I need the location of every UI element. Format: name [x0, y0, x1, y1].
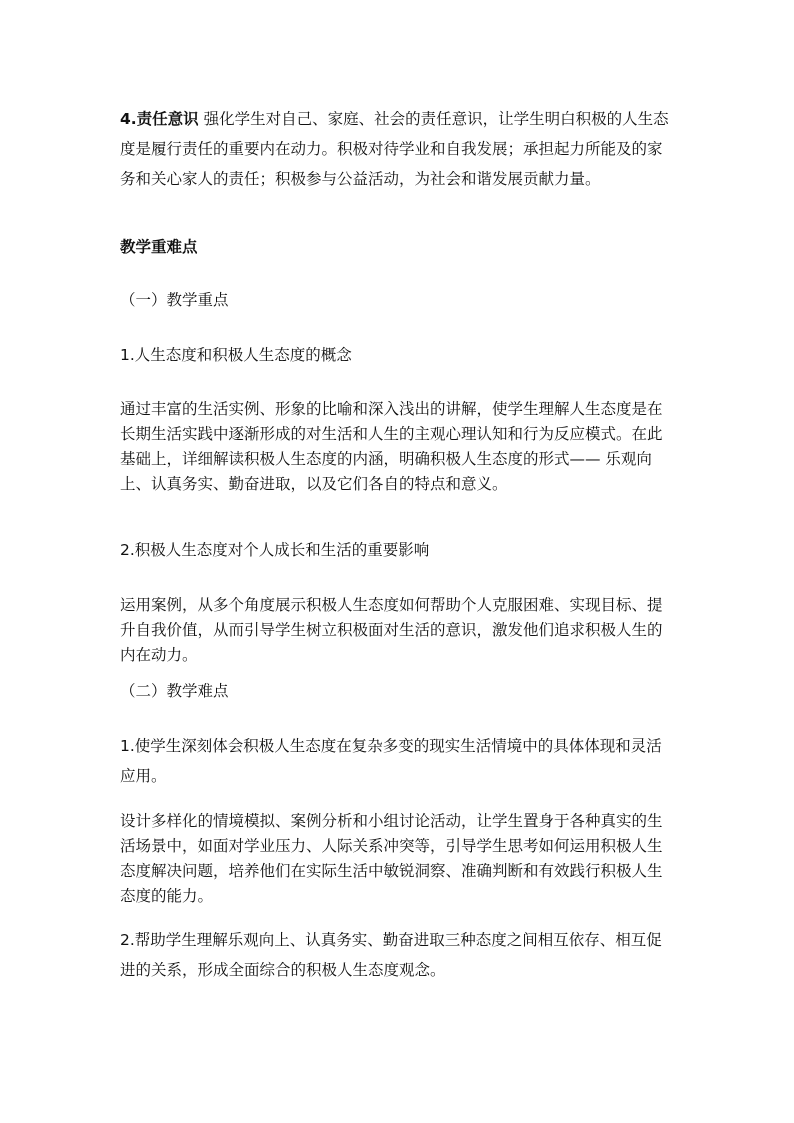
key-point-2-body: 运用案例，从多个角度展示积极人生态度如何帮助个人克服困难、实现目标、提升自我价值，从而引导学生树立积极面对生活的意识，激发他们追求积极人生的内在动力。: [120, 596, 663, 664]
difficult-point-2-title: 2.帮助学生理解乐观向上、认真务实、勤奋进取三种态度之间相互依存、相互促进的关系，形成全面综合的积极人生态度观念。: [120, 931, 662, 979]
key-points-heading: （一）教学重点: [120, 291, 229, 309]
key-difficult-points-heading: 教学重难点: [120, 238, 198, 256]
key-point-1-title: 1.人生态度和积极人生态度的概念: [120, 346, 352, 364]
responsibility-body: 强化学生对自己、家庭、社会的责任意识，让学生明白积极的人生态度是履行责任的重要内在动力。积极对待学业和自我发展；承担起力所能及的家务和关心家人的责任；积极参与公益活动，为社会和谐发展贡献力量。: [120, 110, 669, 188]
responsibility-label: 4.责任意识: [120, 110, 199, 128]
key-point-2-title: 2.积极人生态度对个人成长和生活的重要影响: [120, 541, 430, 559]
difficult-point-1-title: 1.使学生深刻体会积极人生态度在复杂多变的现实生活情境中的具体体现和灵活应用。: [120, 737, 662, 785]
difficult-points-heading: （二）教学难点: [120, 682, 229, 700]
key-point-1-body: 通过丰富的生活实例、形象的比喻和深入浅出的讲解，使学生理解人生态度是在长期生活实践中逐渐形成的对生活和人生的主观心理认知和行为反应模式。在此基础上，详细解读积极人生态度的内涵，明确积极人生态度的形式—— 乐观向上、认真务实、勤奋进取，以及它们各自的特点和意义。: [120, 400, 663, 493]
responsibility-paragraph: [120, 104, 676, 194]
difficult-point-1-body: 设计多样化的情境模拟、案例分析和小组讨论活动，让学生置身于各种真实的生活场景中，如面对学业压力、人际关系冲突等，引导学生思考如何运用积极人生态度解决问题，培养他们在实际生活中敏锐洞察、准确判断和有效践行积极人生态度的能力。: [120, 812, 663, 905]
